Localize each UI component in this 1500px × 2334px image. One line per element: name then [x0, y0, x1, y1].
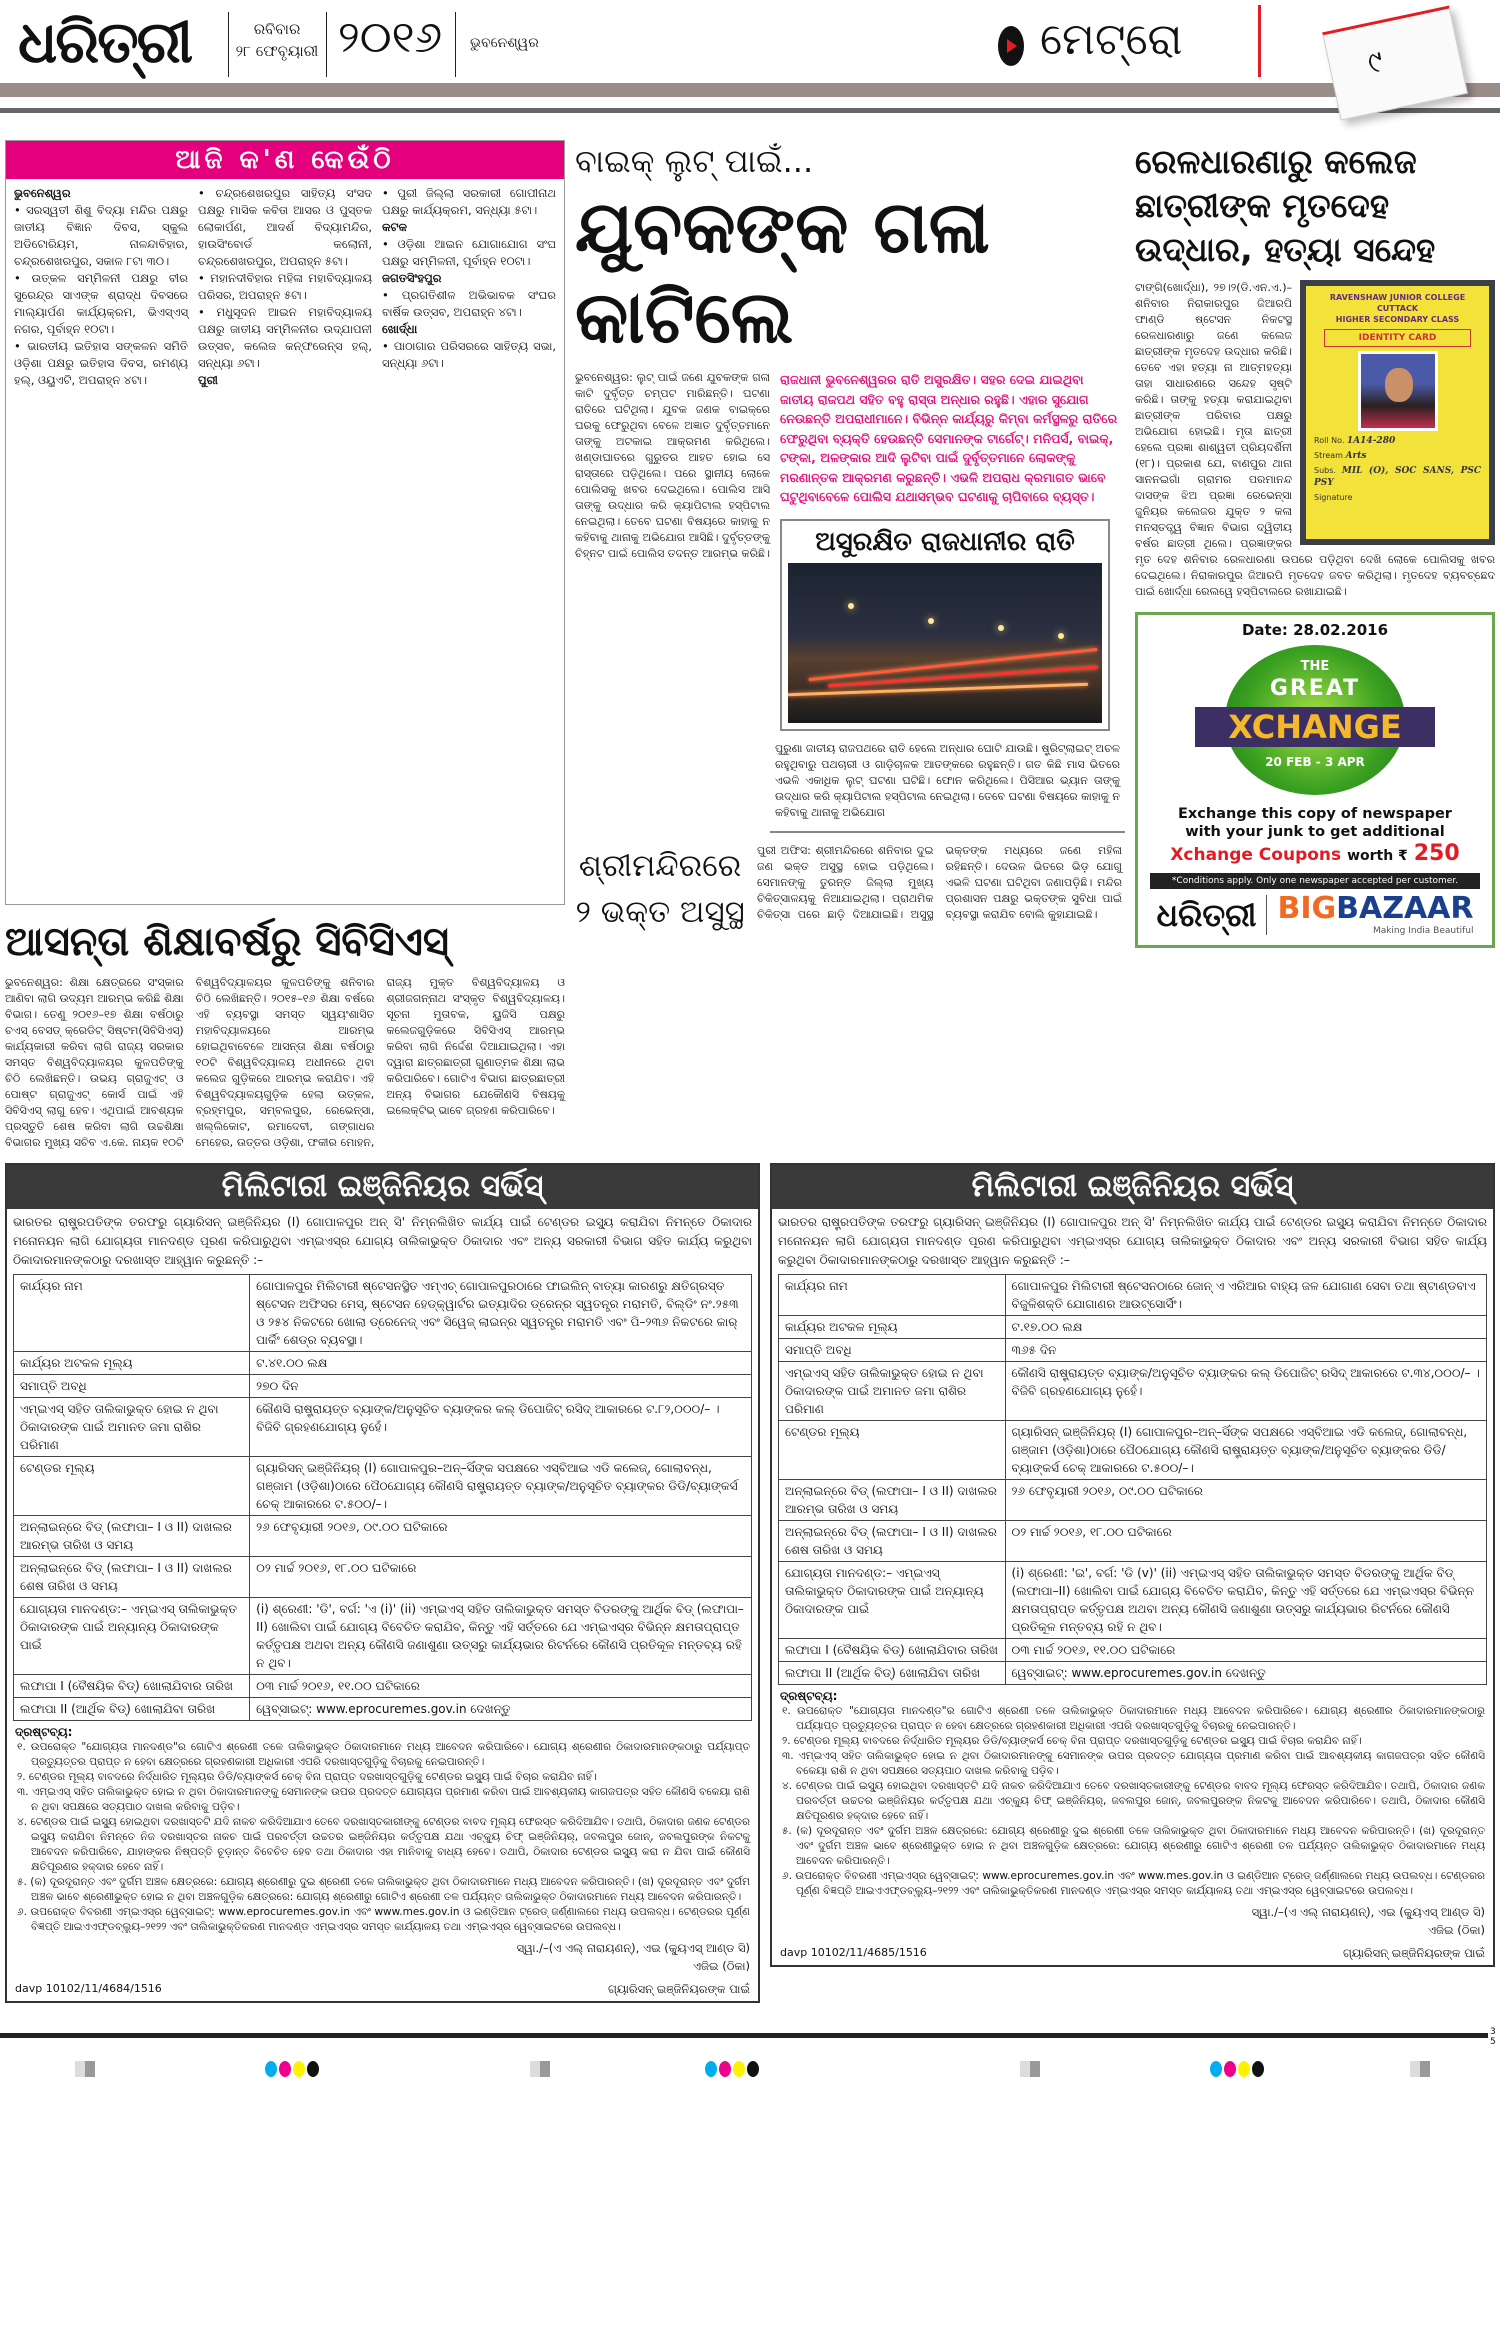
registration-mark	[75, 2061, 95, 2077]
cmyk-mark	[705, 2061, 759, 2077]
table-row	[14, 1516, 752, 1557]
edition-city: ଭୁବନେଶ୍ୱର	[470, 35, 539, 51]
bigbazaar-logo	[1277, 893, 1473, 925]
row-label: ଏମ୍ଇଏସ୍ ସହିତ ତାଲିକାଭୁକ୍ତ ହୋଇ ନ ଥିବା ଠିକାଦାରଙ୍କ ପାଇଁ ଅମାନତ ଜମା ରାଶିର ପରିମାଣ	[14, 1398, 250, 1457]
xchange-badge	[1225, 645, 1405, 795]
brand-bazaar: BAZAAR	[1336, 891, 1474, 926]
signatory-for: ଗ୍ୟାରିସନ୍ ଇଞ୍ଜିନିୟରଙ୍କ ପାଇଁ	[607, 1982, 750, 1996]
id-tag: IDENTITY CARD	[1324, 329, 1471, 347]
davp-code: davp 10102/11/4684/1516	[15, 1982, 162, 1995]
row-label: ଲଫାପା II (ଆର୍ଥିକ ବିଡ୍) ଖୋଲାଯିବା ତାରିଖ	[14, 1698, 250, 1721]
note-item: ୬. ଉପରୋକ୍ତ ବିବରଣୀ ଏମ୍ଇଏସ୍‌ର ୱେବ୍‌ସାଇଟ୍: www.eprocuremes.gov.in ଏବଂ www.mes.gov.in ଓ ଇଣ୍ଡିଆନ ଟ୍ରେଡ୍ ଜର୍ଣ୍ଣାଲରେ ମଧ୍ୟ ଉପଲବ୍ଧ। ଟେଣ୍ଡରର ପୂର୍ଣ୍ଣ ବିଜ୍ଞପ୍ତି ଆଇଏଏଫ୍‌ଡବ୍ଲ୍ୟୁ–୨୧୨୨ ଏବଂ ତାଲିକାଭୁକ୍ତିକରଣ ମାନଦଣ୍ଡ ଏମ୍ଇଏସ୍‌ର ସମସ୍ତ କାର୍ଯ୍ୟାଳୟ ତଥା ଏମ୍ଇଏସ୍‌ର ୱେବ୍‌ସାଇଟରେ ଉପଲବ୍ଧ।	[17, 1906, 750, 1933]
row-value: ଗ୍ୟାରିସନ୍ ଇଞ୍ଜିନିୟର୍ (I) ଗୋପାଳପୁର–ଅନ୍–ସିଁଙ୍କ ସପକ୍ଷରେ ଏସ୍‌ବିଆଇ ଏଡି କଲେଜ୍, ଗୋଲାବନ୍ଧ, ଗଞ୍ଜାମ (ଓଡ଼ିଶା)ଠାରେ ପୈଠଯୋଗ୍ୟ କୌଣସି ରାଷ୍ଟ୍ରାୟତ୍ତ ବ୍ୟାଙ୍କ/ଅନୁସୂଚିତ ବ୍ୟାଙ୍କର ଡିଡି/ବ୍ୟାଙ୍କର୍ସ ଚେକ୍ ଆକାରରେ ଟ.୫୦୦/–।	[1005, 1421, 1486, 1480]
id-stream-label: Stream	[1314, 451, 1343, 460]
event-item: • ଭାରତୀୟ ଇତିହାସ ସଙ୍କଳନ ସମିତି ଓଡ଼ିଶା ପକ୍ଷରୁ ଇତିହାସ ଦିବସ, ରମଣ୍ୟ ହଲ୍, ଓୟୁଏଟି, ଅପରାହ୍ନ ୪ଟା।	[14, 339, 188, 387]
ad-line2: with your junk to get additional	[1185, 824, 1445, 840]
registration-mark	[1410, 2061, 1430, 2077]
photo-title: ଅସୁରକ୍ଷିତ ରାଜଧାନୀର ରାତି	[815, 526, 1075, 557]
row-value: ୱେବ୍‌ସାଇଟ୍: www.eprocuremes.gov.in ଦେଖନ୍ତୁ	[1005, 1662, 1486, 1685]
tender-notice-left	[5, 1163, 760, 2003]
id-roll: 1A14-280	[1346, 436, 1396, 446]
header-band	[0, 83, 1500, 97]
footer	[0, 2023, 1500, 2093]
ad-the: THE	[1300, 659, 1330, 674]
table-row	[779, 1562, 1487, 1639]
tender-intro: ଭାରତର ରାଷ୍ଟ୍ରପତିଙ୍କ ତରଫରୁ ଗ୍ୟାରିସନ୍ ଇଞ୍ଜିନିୟର (I) ଗୋପାଳପୁର ଅନ୍ ସି' ନିମ୍ନଲିଖିତ କାର୍ଯ୍ୟ ପାଇଁ ଟେଣ୍ଡର ଇସ୍ୟୁ କରାଯିବା ନିମନ୍ତେ ଠିକାଦାର ମନୋନୟନ ଲାଗି ଯୋଗ୍ୟତା ମାନଦଣ୍ଡ ପୂରଣ କରିପାରୁଥିବା ଏମ୍ଇଏସ୍‌ର ଯୋଗ୍ୟ ତାଲିକାଭୁକ୍ତ ଠିକାଦାର ଏବଂ ଅନ୍ୟ ସରକାରୀ ବିଭାଗ ସହିତ କାର୍ଯ୍ୟ କରୁଥିବା ଠିକାଦାରମାନଙ୍କଠାରୁ ଦରଖାସ୍ତ ଆହ୍ୱାନ କରୁଛନ୍ତି :–	[778, 1215, 1487, 1267]
photo-box	[780, 519, 1110, 731]
cbse-headline: ଆସନ୍ତା ଶିକ୍ଷାବର୍ଷରୁ ସିବିସିଏସ୍	[5, 919, 449, 965]
row-label: ଟେଣ୍ଡର ମୂଲ୍ୟ	[14, 1457, 250, 1516]
note-item: ୨. ଟେଣ୍ଡର ମୂଲ୍ୟ ବାବଦରେ ନିର୍ଦ୍ଧାରିତ ମୂଲ୍ୟର ଡିଡି/ବ୍ୟାଙ୍କର୍ସ ଚେକ୍ ବିନା ପ୍ରାପ୍ତ ଦରଖାସ୍ତଗୁଡ଼ିକୁ ଟେଣ୍ଡର ଇସ୍ୟୁ ପାଇଁ ବିଚାର କରାଯିବ ନାହିଁ।	[782, 1735, 1362, 1747]
event-city: ଭୁବନେଶ୍ୱର	[14, 186, 71, 200]
table-row	[779, 1275, 1487, 1316]
id-card-photo	[1300, 280, 1495, 545]
ad-great: GREAT	[1269, 676, 1361, 701]
table-row	[779, 1362, 1487, 1421]
row-value: ୩୬୫ ଦିନ	[1005, 1339, 1486, 1362]
tender-intro: ଭାରତର ରାଷ୍ଟ୍ରପତିଙ୍କ ତରଫରୁ ଗ୍ୟାରିସନ୍ ଇଞ୍ଜିନିୟର (I) ଗୋପାଳପୁର ଅନ୍ ସି' ନିମ୍ନଲିଖିତ କାର୍ଯ୍ୟ ପାଇଁ ଟେଣ୍ଡର ଇସ୍ୟୁ କରାଯିବା ନିମନ୍ତେ ଠିକାଦାର ମନୋନୟନ ଲାଗି ଯୋଗ୍ୟତା ମାନଦଣ୍ଡ ପୂରଣ କରିପାରୁଥିବା ଏମ୍ଇଏସ୍‌ର ଯୋଗ୍ୟ ତାଲିକାଭୁକ୍ତ ଠିକାଦାର ଏବଂ ଅନ୍ୟ ସରକାରୀ ବିଭାଗ ସହିତ କାର୍ଯ୍ୟ କରୁଥିବା ଠିକାଦାରମାନଙ୍କଠାରୁ ଦରଖାସ୍ତ ଆହ୍ୱାନ କରୁଛନ୍ତି :–	[13, 1215, 752, 1267]
cbse-story-body: ଭୁବନେଶ୍ୱର: ଶିକ୍ଷା କ୍ଷେତ୍ରରେ ସଂସ୍କାର ଆଣିବା ଲାଗି ଉଦ୍ୟମ ଆରମ୍ଭ କରିଛି ଶିକ୍ଷା ବିଭାଗ। ତେଣୁ ୨୦୧୬–୧୭ ଶିକ୍ଷା ବର୍ଷଠାରୁ ଚଏସ୍ ବେସଡ୍ କ୍ରେଡିଟ୍ ସିଷ୍ଟମ(ସିବିସିଏସ୍) କାର୍ଯ୍ୟକାରୀ କରିବା ଲାଗି ରାଜ୍ୟ ସରକାର ସମସ୍ତ ବିଶ୍ୱବିଦ୍ୟାଳୟର କୁଳପତିଙ୍କୁ ଚିଠି ଲେଖିଛନ୍ତି। ଉଭୟ ଗ୍ରାଜୁଏଟ୍ ଓ ପୋଷ୍ଟ ଗ୍ରାଜୁଏଟ୍ କୋର୍ସ ପାଇଁ ଏହି ସିବିସିଏସ୍ ଲାଗୁ ହେବ। ଏଥିପାଇଁ ଆବଶ୍ୟକ ପ୍ରସ୍ତୁତି ଶେଷ କରିବା ଲାଗି ଉଚ୍ଚଶିକ୍ଷା ବିଭାଗର ମୁଖ୍ୟ ସଚିବ ଏ.କେ. ନାୟକ ୧୦ଟି ବିଶ୍ୱବିଦ୍ୟାଳୟର କୁଳପତିଙ୍କୁ ଶନିବାର ଚିଠି ଲେଖିଛନ୍ତି। ୨୦୧୫–୧୬ ଶିକ୍ଷା ବର୍ଷରେ ଏହି ବ୍ୟବସ୍ଥା ସମସ୍ତ ସ୍ୱୟଂଶାସିତ ମହାବିଦ୍ୟାଳୟରେ ଆରମ୍ଭ ହୋଇଥିବାବେଳେ ଆସନ୍ତା ଶିକ୍ଷା ବର୍ଷଠାରୁ ୧୦ଟି ବିଶ୍ୱବିଦ୍ୟାଳୟ ଅଧୀନରେ ଥିବା କଲେଜ ଗୁଡ଼ିକରେ ଆରମ୍ଭ କରାଯିବ। ଏହି ବିଶ୍ୱବିଦ୍ୟାଳୟଗୁଡ଼ିକ ହେଲା ଉତ୍କଳ, ବ୍ରହ୍ମପୁର, ସମ୍ବଲପୁର, ରେଭେନ୍ସା, ଖଲ୍ଲିକୋଟ, ରମାଦେବୀ, ଗଙ୍ଗାଧର ମେହେର, ଉତ୍ତର ଓଡ଼ିଶା, ଫକୀର ମୋହନ, ରାଜ୍ୟ ମୁକ୍ତ ବିଶ୍ୱବିଦ୍ୟାଳୟ ଓ ଶ୍ରୀଜଗନ୍ନାଥ ସଂସ୍କୃତ ବିଶ୍ୱବିଦ୍ୟାଳୟ। ସୂଚନା ମୁତାବକ, ୟୁଜିସି ପକ୍ଷରୁ କଲେଜଗୁଡ଼ିକରେ ସିବିସିଏସ୍ ଆରମ୍ଭ କରିବା ଲାଗି ନିର୍ଦ୍ଦେଶ ଦିଆଯାଇଥିଲା। ଏହା ଦ୍ୱାରା ଛାତ୍ରଛାତ୍ରୀ ଗୁଣାତ୍ମକ ଶିକ୍ଷା ଲାଭ କରିପାରିବେ। ଗୋଟିଏ ବିଭାଗ ଛାତ୍ରଛାତ୍ରୀ ଅନ୍ୟ ବିଭାଗର ଯେକୌଣସି ବିଷୟକୁ ଇଲେକ୍ଟିଭ୍ ଭାବେ ଗ୍ରହଣ କରିପାରିବେ।	[5, 976, 565, 1149]
note-item: ୪. ଟେଣ୍ଡର ପାଇଁ ଇସ୍ୟୁ ହୋଇଥିବା ଦରଖାସ୍ତଟି ଯଦି ନାକଚ କରିଦିଆଯାଏ ତେବେ ଦରଖାସ୍ତକାରୀଙ୍କୁ ଟେଣ୍ଡର ବାବଦ ମୂଲ୍ୟ ଫେରସ୍ତ କରିଦିଆଯିବ। ତଥାପି, ଠିକାଦାର ଜଣକ ଟେଣ୍ଡର ଇସ୍ୟୁ କରାଯିବା ନିମନ୍ତେ ନିଜ ଦରଖାସ୍ତର ନାକଚ ପାଇଁ ପରବର୍ତ୍ତୀ ଉଚ୍ଚତର ଇଞ୍ଜିନିୟର କର୍ତ୍ତୃପକ୍ଷ ଯଥା ଏଚ୍‌କ୍ୟୁ ଚିଫ୍ ଇଞ୍ଜିନିୟର୍, ଜବଲପୁର ଜୋନ୍, ଜବଲପୁରଙ୍କ ନିକଟକୁ ଆବେଦନ କରିପାରିବେ, ଯାହାଙ୍କର ନିଷ୍ପତ୍ତି ଚୂଡ଼ାନ୍ତ ବିବେଚିତ ହେବ ତଥା ଠିକାଦାର ଏହା ମାନିବାକୁ ବାଧ୍ୟ ହେବେ। ତଥାପି, ଠିକାଦାର ଟେଣ୍ଡର ଇସ୍ୟୁ କରା ନ ଯିବା ପାଇଁ କୌଣସି କ୍ଷତିପୂରଣର ହକ୍‌ଦାର ହେବେ ନାହିଁ।	[17, 1816, 750, 1873]
events-listing	[5, 140, 565, 905]
signatory: ସ୍ୱା./–(ଏ ଏଲ୍ ନାରାୟଣନ୍), ଏଇ (କ୍ୟୁଏସ୍ ଆଣ୍ଡ ସି)	[1251, 1905, 1485, 1919]
table-row	[14, 1557, 752, 1598]
event-item: • ଉତ୍କଳ ସମ୍ମିଳନୀ ପକ୍ଷରୁ ବୀର ସୁରେନ୍ଦ୍ର ସାଏଙ୍କ ଶ୍ରାଦ୍ଧ ଦିବସରେ ମାଲ୍ୟାର୍ପଣ କାର୍ଯ୍ୟକ୍ରମ, ଭିଏସ୍ଏସ୍ ନଗର, ପୂର୍ବାହ୍ନ ୧୦ଟା।	[14, 271, 188, 336]
row-label: ଲଫାପା I (ବୈଷୟିକ ବିଡ୍) ଖୋଲାଯିବାର ତାରିଖ	[14, 1675, 250, 1698]
row-label: ଅନ୍‌ଲାଇନ୍‌ରେ ବିଡ୍ (ଲଫାପା– I ଓ II) ଦାଖଲର ଆରମ୍ଭ ତାରିଖ ଓ ସମୟ	[779, 1480, 1006, 1521]
row-label: କାର୍ଯ୍ୟର ନାମ	[779, 1275, 1006, 1316]
table-row	[14, 1275, 752, 1352]
row-label: ଯୋଗ୍ୟତା ମାନଦଣ୍ଡ:– ଏମ୍ଇଏସ୍ ତାଲିକାଭୁକ୍ତ ଠିକାଦାରଙ୍କ ପାଇଁ ଅନ୍ୟାନ୍ୟ ଠିକାଦାରଙ୍କ ପାଇଁ	[14, 1598, 250, 1675]
note-item: ୫. (କ) ଦୂରଦୂରାନ୍ତ ଏବଂ ଦୁର୍ଗମ ଅଞ୍ଚଳ କ୍ଷେତ୍ରରେ: ଯୋଗ୍ୟ ଶ୍ରେଣୀରୁ ଦୁଇ ଶ୍ରେଣୀ ତଳେ ତାଲିକାଭୁକ୍ତ ଥିବା ଠିକାଦାରମାନେ ମଧ୍ୟ ଆବେଦନ କରିପାରନ୍ତି। (ଖ) ଦୂରଦୂରାନ୍ତ ଏବଂ ଦୁର୍ଗମ ଅଞ୍ଚଳ ଭାବେ ଶ୍ରେଣୀଭୁକ୍ତ ହୋଇ ନ ଥିବା ଅଞ୍ଚଳଗୁଡ଼ିକ କ୍ଷେତ୍ରରେ: ଯୋଗ୍ୟ ଶ୍ରେଣୀରୁ ଗୋଟିଏ ଶ୍ରେଣୀ ତଳ ପର୍ଯ୍ୟନ୍ତ ତାଲିକାଭୁକ୍ତ ଠିକାଦାରମାନେ ମଧ୍ୟ ଆବେଦନ କରିପାରନ୍ତି।	[17, 1876, 750, 1903]
row-label: ଲଫାପା I (ବୈଷୟିକ ବିଡ୍) ଖୋଲାଯିବାର ତାରିଖ	[779, 1639, 1006, 1662]
brand-big: BIG	[1277, 891, 1337, 926]
id-subs-label: Subs.	[1314, 466, 1336, 475]
event-item: • ସରସ୍ୱତୀ ଶିଶୁ ବିଦ୍ୟା ମନ୍ଦିର ପକ୍ଷରୁ ଜାତୀୟ ବିଜ୍ଞାନ ଦିବସ, ସ୍କୁଲ ଅଡିଟୋରିୟମ, ନାଳନ୍ଦାବିହାର, ଚନ୍ଦ୍ରଶେଖରପୁର, ସକାଳ ୮ଟା ୩୦।	[14, 203, 188, 268]
divider	[326, 12, 327, 77]
row-value: ଗ୍ୟାରିସନ୍ ଇଞ୍ଜିନିୟର୍ (I) ଗୋପାଳପୁର–ଅନ୍–ସିଁଙ୍କ ସପକ୍ଷରେ ଏସ୍‌ବିଆଇ ଏଡି କଲେଜ୍, ଗୋଲାବନ୍ଧ, ଗଞ୍ଜାମ (ଓଡ଼ିଶା)ଠାରେ ପୈଠଯୋଗ୍ୟ କୌଣସି ରାଷ୍ଟ୍ରାୟତ୍ତ ବ୍ୟାଙ୍କ/ଅନୁସୂଚିତ ବ୍ୟାଙ୍କର ଡିଡି/ବ୍ୟାଙ୍କର୍ସ ଚେକ୍ ଆକାରରେ ଟ.୫୦୦/–।	[250, 1457, 752, 1516]
night-road-photo	[788, 563, 1102, 723]
cmyk-mark	[1210, 2061, 1264, 2077]
table-row	[779, 1480, 1487, 1521]
advertisement	[1135, 612, 1495, 948]
event-city: ଖୋର୍ଦ୍ଧା	[382, 322, 418, 336]
row-value: କୌଣସି ରାଷ୍ଟ୍ରାୟତ୍ତ ବ୍ୟାଙ୍କ/ଅନୁସୂଚିତ ବ୍ୟାଙ୍କର କଲ୍ ଡିପୋଜିଟ୍ ରସିଦ୍ ଆକାରରେ ଟ.୮୨,୦୦୦/– । ବିଜିବି ଗ୍ରହଣଯୋଗ୍ୟ ନୁହେଁ।	[250, 1398, 752, 1457]
id-stream: Arts	[1345, 451, 1367, 461]
note-item: ୩. ଏମ୍ଇଏସ୍ ସହିତ ତାଲିକାଭୁକ୍ତ ହୋଇ ନ ଥିବା ଠିକାଦାରମାନଙ୍କୁ ସେମାନଙ୍କ ଉପର ପ୍ରଦତ୍ତ ଯୋଗ୍ୟତା ପ୍ରମାଣ କରିବା ପାଇଁ ଆବଶ୍ୟକୀୟ କାଗଜପତ୍ର ସହିତ କୌଣସି ବକେୟା ରାଶି ନ ଥିବା ସପକ୍ଷରେ ସତ୍ୟପାଠ ଦାଖଲ କରିବାକୁ ପଡ଼ିବ।	[17, 1786, 750, 1813]
tender-title: ମିଲିଟାରୀ ଇଞ୍ଜିନିୟର ସର୍ଭିସ୍	[7, 1165, 758, 1209]
right-story-text: ଟାଙ୍ଗି(ଖୋର୍ଦ୍ଧା), ୨୭।୨(ଡି.ଏନ.ଏ.)– ଶନିବାର ନିରାକାରପୁର ଜିଆରପି ଫାଣ୍ଡି ଷ୍ଟେସନ ନିକଟସ୍ଥ ରେଳଧାରଣାରୁ ଜଣେ କଲେଜ ଛାତ୍ରୀଙ୍କ ମୃତଦେହ ଉଦ୍ଧାର କରିଛି। ତେବେ ଏହା ହତ୍ୟା ନା ଆତ୍ମହତ୍ୟା ତାହା ସାଧାରଣରେ ସନ୍ଦେହ ସୃଷ୍ଟି କରିଛି। ତାଙ୍କୁ ହତ୍ୟା କରାଯାଇଥିବା ଛାତ୍ରୀଙ୍କ ପରିବାର ପକ୍ଷରୁ ଅଭିଯୋଗ ହୋଇଛି। ମୃତା ଛାତ୍ରୀ ହେଲେ ପ୍ରଜ୍ଞା ଶାଶ୍ୱତୀ ପ୍ରିୟଦର୍ଶିନୀ (୧୮)। ପ୍ରକାଶ ଯେ, ବାଣପୁର ଥାନା ସାନନଇଗାଁ ଗ୍ରାମର ପରମାନନ୍ଦ ଦାସଙ୍କ ଝିଅ ପ୍ରଜ୍ଞା ରେଭେନ୍ସା ଜୁନିୟର କଲେଜର ଯୁକ୍ତ ୨ କଳା ମନସ୍ତତ୍ତ୍ୱ ବିଜ୍ଞାନ ବିଭାଗ ଦ୍ୱିତୀୟ ବର୍ଷର ଛାତ୍ରୀ ଥିଲେ। ପ୍ରଜ୍ଞାଙ୍କର ମୃତ ଦେହ ଶନିବାର ରେଳଧାରଣା ଉପରେ ପଡ଼ିଥିବା ଦେଖି ଲୋକେ ପୋଲିସକୁ ଖବର ଦେଇଥିଲେ। ନିରାକାରପୁର ଜିଆରପି ମୃତଦେହ ଜବତ କରିଥିଲା। ମୃତଦେହ ବ୍ୟବଚ୍ଛେଦ ପାଇଁ ଖୋର୍ଦ୍ଧା ରେଲୱେ ହସ୍ପିଟାଲରେ ରଖାଯାଇଛି।	[1135, 281, 1495, 598]
row-label: ଏମ୍ଇଏସ୍ ସହିତ ତାଲିକାଭୁକ୍ତ ହୋଇ ନ ଥିବା ଠିକାଦାରଙ୍କ ପାଇଁ ଅମାନତ ଜମା ରାଶିର ପରିମାଣ	[779, 1362, 1006, 1421]
middle-column	[575, 140, 1125, 935]
registration-mark	[1020, 2061, 1040, 2077]
issue-date	[232, 18, 322, 62]
tender-notes	[7, 1721, 758, 1939]
play-icon	[998, 26, 1024, 66]
row-value: ୦୨ ମାର୍ଚ୍ଚ ୨୦୧୬, ୧୮.୦୦ ଘଟିକାରେ	[250, 1557, 752, 1598]
table-row	[779, 1521, 1487, 1562]
note-item: ୩. ଏମ୍ଇଏସ୍ ସହିତ ତାଲିକାଭୁକ୍ତ ହୋଇ ନ ଥିବା ଠିକାଦାରମାନଙ୍କୁ ସେମାନଙ୍କ ଉପର ପ୍ରଦତ୍ତ ଯୋଗ୍ୟତା ପ୍ରମାଣ କରିବା ପାଇଁ ଆବଶ୍ୟକୀୟ କାଗଜପତ୍ର ସହିତ କୌଣସି ବକେୟା ରାଶି ନ ଥିବା ସପକ୍ଷରେ ସତ୍ୟପାଠ ଦାଖଲ କରିବାକୁ ପଡ଼ିବ।	[782, 1750, 1485, 1777]
event-city: କଟକ	[382, 220, 407, 234]
row-label: ଯୋଗ୍ୟତା ମାନଦଣ୍ଡ:– ଏମ୍ଇଏସ୍ ତାଲିକାଭୁକ୍ତ ଠିକାଦାରଙ୍କ ପାଇଁ ଅନ୍ୟାନ୍ୟ ଠିକାଦାରଙ୍କ ପାଇଁ	[779, 1562, 1006, 1639]
id-place: CUTTACK	[1376, 304, 1419, 313]
id-roll-label: Roll No.	[1314, 436, 1345, 445]
row-label: ଅନ୍‌ଲାଇନ୍‌ରେ ବିଡ୍ (ଲଫାପା– I ଓ II) ଦାଖଲର ଶେଷ ତାରିଖ ଓ ସମୟ	[779, 1521, 1006, 1562]
table-row	[14, 1598, 752, 1675]
event-city: ପୁରୀ	[198, 373, 218, 387]
row-value: (i) ଶ୍ରେଣୀ: 'ଡି', ବର୍ଗ: 'ଏ (i)' (ii) ଏମ୍ଇଏସ୍ ସହିତ ତାଲିକାଭୁକ୍ତ ସମସ୍ତ ବିଡରଙ୍କୁ ଆର୍ଥିକ ବିଡ୍ (ଲଫାପା–II) ଖୋଲିବା ପାଇଁ ଯୋଗ୍ୟ ବିବେଚିତ କରାଯିବ, କିନ୍ତୁ ଏହି ସର୍ତ୍ତରେ ଯେ ଏମ୍ଇଏସ୍‌ର ବିଭିନ୍ନ କ୍ଷମତାପ୍ରାପ୍ତ କର୍ତ୍ତୃପକ୍ଷ ଅଥବା ଅନ୍ୟ କୌଣସି ଜଣାଶୁଣା ଉତ୍ସରୁ କାର୍ଯ୍ୟଭାର ରିଟର୍ନରେ କୌଣସି ପ୍ରତିକୂଳ ମନ୍ତବ୍ୟ ରହି ନ ଥିବ।	[250, 1598, 752, 1675]
portrait-photo	[1358, 351, 1438, 431]
row-value: ୨୭୦ ଦିନ	[250, 1375, 752, 1398]
main-story-continued: ପୁରୁଣା ଜାତୀୟ ରାଜପଥରେ ରାତି ହେଲେ ଅନ୍ଧାର ଘୋଟି ଯାଉଛି। ଷ୍ଟ୍ରିଟ୍‌ଲାଇଟ୍ ଅଚଳ ରହୁଥିବାରୁ ପଥଚାରୀ ଓ ଗାଡ଼ିଚାଳକ ଆତଙ୍କରେ ରହୁଛନ୍ତି। ଗତ କିଛି ମାସ ଭିତରେ ଏଭଳି ଏକାଧିକ ଲୁଟ୍ ଘଟଣା ଘଟିଛି। ଫୋନ କରିଥିଲେ। ପିସିଆର ଭ୍ୟାନ ତାଙ୍କୁ ଉଦ୍ଧାର କରି କ୍ୟାପିଟାଲ ହସ୍ପିଟାଲ ନେଇଥିଲା। ତେବେ ଘଟଣା ବିଷୟରେ କାହାକୁ ନ କହିବାକୁ ଥାନାକୁ ଅଭିଯୋଗ	[775, 741, 1120, 819]
page-number: ୯	[1364, 43, 1387, 82]
note-item: ୧. ଉପରୋକ୍ତ "ଯୋଗ୍ୟତା ମାନଦଣ୍ଡ"ର ଗୋଟିଏ ଶ୍ରେଣୀ ତଳେ ତାଲିକାଭୁକ୍ତ ଠିକାଦାରମାନେ ମଧ୍ୟ ଆବେଦନ କରିପାରିବେ। ଯୋଗ୍ୟ ଶ୍ରେଣୀର ଠିକାଦାରମାନଙ୍କଠାରୁ ପର୍ଯ୍ୟାପ୍ତ ପ୍ରତ୍ୟୁତ୍ତର ପ୍ରାପ୍ତ ନ ହେବା କ୍ଷେତ୍ରରେ ଗ୍ରହଣକାରୀ ଅଧିକାରୀ ଏପରି ଦରଖାସ୍ତଗୁଡ଼ିକୁ ବିଚାରକୁ ନେଇପାରନ୍ତି।	[17, 1741, 750, 1768]
event-item: • ପ୍ରଗତିଶୀଳ ଅଭିଭାବକ ସଂଘର ବାର୍ଷିକ ଉତ୍ସବ, ଅପରାହ୍ନ ୪ଟା।	[382, 288, 556, 319]
row-value: ୨୬ ଫେବୃୟାରୀ ୨୦୧୬, ୦୯.୦୦ ଘଟିକାରେ	[1005, 1480, 1486, 1521]
note-item: ୫. (କ) ଦୂରଦୂରାନ୍ତ ଏବଂ ଦୁର୍ଗମ ଅଞ୍ଚଳ କ୍ଷେତ୍ରରେ: ଯୋଗ୍ୟ ଶ୍ରେଣୀରୁ ଦୁଇ ଶ୍ରେଣୀ ତଳେ ତାଲିକାଭୁକ୍ତ ଥିବା ଠିକାଦାରମାନେ ମଧ୍ୟ ଆବେଦନ କରିପାରନ୍ତି। (ଖ) ଦୂରଦୂରାନ୍ତ ଏବଂ ଦୁର୍ଗମ ଅଞ୍ଚଳ ଭାବେ ଶ୍ରେଣୀଭୁକ୍ତ ହୋଇ ନ ଥିବା ଅଞ୍ଚଳଗୁଡ଼ିକ କ୍ଷେତ୍ରରେ: ଯୋଗ୍ୟ ଶ୍ରେଣୀରୁ ଗୋଟିଏ ଶ୍ରେଣୀ ତଳ ପର୍ଯ୍ୟନ୍ତ ତାଲିକାଭୁକ୍ତ ଠିକାଦାରମାନେ ମଧ୍ୟ ଆବେଦନ କରିପାରନ୍ତି।	[782, 1825, 1485, 1867]
row-value: ଟ.୧୭.୦୦ ଲକ୍ଷ	[1005, 1316, 1486, 1339]
row-label: ଅନ୍‌ଲାଇନ୍‌ରେ ବିଡ୍ (ଲଫାପା– I ଓ II) ଦାଖଲର ଶେଷ ତାରିଖ ଓ ସମୟ	[14, 1557, 250, 1598]
issue-day: ରବିବାର	[253, 20, 301, 38]
event-item: • ଓଡ଼ିଶା ଆଇନ ଯୋଗାଯୋଗ ସଂଘ ପକ୍ଷରୁ ସମ୍ମିଳନୀ, ପୂର୍ବାହ୍ନ ୧୦ଟା।	[382, 237, 556, 268]
row-value: ଟ.୪୧.୦୦ ଲକ୍ଷ	[250, 1352, 752, 1375]
tender-notice-right	[770, 1163, 1495, 1967]
ad-conditions: *Conditions apply. Only one newspaper accepted per customer.	[1150, 873, 1480, 889]
row-value: ଗୋପାଳପୁର ମିଲିଟାରୀ ଷ୍ଟେସନଠାରେ ଜୋନ୍ ଏ ଏରିଆର ବାହ୍ୟ ଜଳ ଯୋଗାଣ ସେବା ତଥା ଷ୍ଟାଣ୍ଡବାଏ ବିଜୁଳିଶକ୍ତି ଯୋଗାଣର ଆଉଟ୍‌ସୋର୍ସିଂ।	[1005, 1275, 1486, 1316]
table-row	[779, 1639, 1487, 1662]
id-institution: RAVENSHAW JUNIOR COLLEGE	[1329, 293, 1466, 302]
srimandir-story-body: ପୁରୀ ଅଫିସ: ଶ୍ରୀମନ୍ଦିରରେ ଶନିବାର ଦୁଇ ଜଣ ଭକ୍ତ ଅସୁସ୍ଥ ହୋଇ ପଡ଼ିଥିଲେ। ସେମାନଙ୍କୁ ତୁରନ୍ତ ଜିଲ୍ଲା ମୁଖ୍ୟ ଚିକିତ୍ସାଳୟକୁ ନିଆଯାଇଥିଲା। ପ୍ରାଥମିକ ଚିକିତ୍ସା ପରେ ଛାଡ଼ି ଦିଆଯାଇଛି। ଅସୁସ୍ଥ ଭକ୍ତଙ୍କ ମଧ୍ୟରେ ଜଣେ ମହିଳା ରହିଛନ୍ତି। ଦେଉଳ ଭିତରେ ଭିଡ଼ ଯୋଗୁ ଏଭଳି ଘଟଣା ଘଟିଥିବା ଜଣାପଡ଼ିଛି। ମନ୍ଦିର ପ୍ରଶାସନ ପକ୍ଷରୁ ଭକ୍ତଙ୍କ ସୁବିଧା ପାଇଁ ବ୍ୟବସ୍ଥା କରାଯିବ ବୋଲି କୁହାଯାଇଛି।	[757, 843, 1122, 921]
row-value: ୨୬ ଫେବୃୟାରୀ ୨୦୧୬, ୦୯.୦୦ ଘଟିକାରେ	[250, 1516, 752, 1557]
signatory-for: ଗ୍ୟାରିସନ୍ ଇଞ୍ଜିନିୟରଙ୍କ ପାଇଁ	[1342, 1946, 1485, 1960]
note-item: ୪. ଟେଣ୍ଡର ପାଇଁ ଇସ୍ୟୁ ହୋଇଥିବା ଦରଖାସ୍ତଟି ଯଦି ନାକଚ କରିଦିଆଯାଏ ତେବେ ଦରଖାସ୍ତକାରୀଙ୍କୁ ଟେଣ୍ଡର ବାବଦ ମୂଲ୍ୟ ଫେରସ୍ତ କରିଦିଆଯିବ। ତଥାପି, ଠିକାଦାର ଜଣକ ପରବର୍ତ୍ତୀ ଉଚ୍ଚତର ଇଞ୍ଜିନିୟର କର୍ତ୍ତୃପକ୍ଷ ଯଥା ଏଚ୍‌କ୍ୟୁ ଚିଫ୍ ଇଞ୍ଜିନିୟର୍, ଜବଲପୁର ଜୋନ୍, ଜବଲପୁରଙ୍କ ନିକଟକୁ ଆବେଦନ କରିପାରିବେ। ତଥାପି, ଠିକାଦାର କୌଣସି କ୍ଷତିପୂରଣର ହକ୍‌ଦାର ହେବେ ନାହିଁ।	[782, 1780, 1485, 1822]
ad-xchange: XCHANGE	[1195, 707, 1435, 747]
main-headline: ଯୁବକଙ୍କ ଗଳା କାଟିଲେ	[575, 185, 990, 359]
dharitri-logo: ଧରିତ୍ରୀ	[1157, 895, 1268, 935]
row-label: ଲଫାପା II (ଆର୍ଥିକ ବିଡ୍) ଖୋଲାଯିବା ତାରିଖ	[779, 1662, 1006, 1685]
row-label: କାର୍ଯ୍ୟର ଅଟକଳ ମୂଲ୍ୟ	[779, 1316, 1006, 1339]
table-row	[779, 1316, 1487, 1339]
divider	[1258, 5, 1261, 77]
signatory: ସ୍ୱା./–(ଏ ଏଲ୍ ନାରାୟଣନ୍), ଏଇ (କ୍ୟୁଏସ୍ ଆଣ୍ଡ ସି)	[516, 1941, 750, 1955]
row-value: ୦୩ ମାର୍ଚ୍ଚ ୨୦୧୬, ୧୧.୦୦ ଘଟିକାରେ	[250, 1675, 752, 1698]
row-label: ଅନ୍‌ଲାଇନ୍‌ରେ ବିଡ୍ (ଲଫାପା– I ଓ II) ଦାଖଲର ଆରମ୍ଭ ତାରିଖ ଓ ସମୟ	[14, 1516, 250, 1557]
row-value: ୱେବ୍‌ସାଇଟ୍: www.eprocuremes.gov.in ଦେଖନ୍ତୁ	[250, 1698, 752, 1721]
events-body	[6, 179, 564, 395]
id-class: HIGHER SECONDARY CLASS	[1335, 315, 1460, 324]
divider	[228, 12, 229, 77]
row-label: ସମାପ୍ତି ଅବଧି	[14, 1375, 250, 1398]
tender-title: ମିଲିଟାରୀ ଇଞ୍ଜିନିୟର ସର୍ଭିସ୍	[772, 1165, 1493, 1209]
divider	[455, 12, 456, 77]
registration-mark	[530, 2061, 550, 2077]
tender-section	[0, 1151, 1500, 2003]
row-value: ୦୩ ମାର୍ଚ୍ଚ ୨୦୧୬, ୧୧.୦୦ ଘଟିକାରେ	[1005, 1639, 1486, 1662]
row-label: ସମାପ୍ତି ଅବଧି	[779, 1339, 1006, 1362]
table-row	[14, 1398, 752, 1457]
masthead-logo: ଧରିତ୍ରୀ	[18, 8, 192, 76]
id-subs: MIL (O), SOC SANS, PSC PSY	[1314, 466, 1481, 488]
events-title: ଆଜି କ'ଣ କେଉଁଠି	[6, 141, 564, 179]
signatory-title: ଏଜିଇ (ଠିକା)	[692, 1959, 750, 1973]
signatory-title: ଏଜିଇ (ଠିକା)	[1427, 1923, 1485, 1937]
event-city: ଜଗତସିଂହପୁର	[382, 271, 442, 285]
ad-coupons: Xchange Coupons	[1170, 845, 1342, 865]
cmyk-mark	[265, 2061, 319, 2077]
header-rule	[0, 108, 1500, 113]
signature-block	[772, 1903, 1493, 1939]
table-row	[14, 1375, 752, 1398]
row-label: ଟେଣ୍ଡର ମୂଲ୍ୟ	[779, 1421, 1006, 1480]
top-section	[0, 135, 1500, 1151]
table-row	[14, 1675, 752, 1698]
right-column	[1135, 140, 1495, 948]
note-item: ୨. ଟେଣ୍ଡର ମୂଲ୍ୟ ବାବଦରେ ନିର୍ଦ୍ଧାରିତ ମୂଲ୍ୟର ଡିଡି/ବ୍ୟାଙ୍କର୍ସ ଚେକ୍ ବିନା ପ୍ରାପ୍ତ ଦରଖାସ୍ତଗୁଡ଼ିକୁ ଟେଣ୍ଡର ଇସ୍ୟୁ ପାଇଁ ବିଚାର କରାଯିବ ନାହିଁ।	[17, 1771, 597, 1783]
row-label: କାର୍ଯ୍ୟର ନାମ	[14, 1275, 250, 1352]
row-label: କାର୍ଯ୍ୟର ଅଟକଳ ମୂଲ୍ୟ	[14, 1352, 250, 1375]
row-value: ୦୨ ମାର୍ଚ୍ଚ ୨୦୧୬, ୧୮.୦୦ ଘଟିକାରେ	[1005, 1521, 1486, 1562]
note-item: ୧. ଉପରୋକ୍ତ "ଯୋଗ୍ୟତା ମାନଦଣ୍ଡ"ର ଗୋଟିଏ ଶ୍ରେଣୀ ତଳେ ତାଲିକାଭୁକ୍ତ ଠିକାଦାରମାନେ ମଧ୍ୟ ଆବେଦନ କରିପାରିବେ। ଯୋଗ୍ୟ ଶ୍ରେଣୀର ଠିକାଦାରମାନଙ୍କଠାରୁ ପର୍ଯ୍ୟାପ୍ତ ପ୍ରତ୍ୟୁତ୍ତର ପ୍ରାପ୍ତ ନ ହେବା କ୍ଷେତ୍ରରେ ଗ୍ରହଣକାରୀ ଅଧିକାରୀ ଏପରି ଦରଖାସ୍ତଗୁଡ଼ିକୁ ବିଚାରକୁ ନେଇପାରନ୍ତି।	[782, 1705, 1485, 1732]
divider	[770, 831, 1125, 833]
ad-date: Date: 28.02.2016	[1241, 621, 1389, 639]
ad-worth: worth ₹	[1347, 848, 1408, 864]
footer-rule	[0, 2033, 1488, 2038]
masthead	[0, 0, 1500, 135]
tender-notes	[772, 1685, 1493, 1903]
tender-table	[778, 1274, 1487, 1685]
signature-block	[7, 1939, 758, 1975]
main-kicker: ବାଇକ୍ ଲୁଟ୍ ପାଇଁ...	[575, 142, 814, 180]
section-name: ମେଟ୍ରୋ	[1040, 14, 1183, 65]
notes-title: ଦ୍ରଷ୍ଟବ୍ୟ:	[15, 1725, 73, 1739]
row-value: ଗୋପାଳପୁର ମିଲିଟାରୀ ଷ୍ଟେସନସ୍ଥିତ ଏମ୍ଏଚ୍ ଗୋପାଳପୁରଠାରେ ଫାଇଲିନ୍ ବାତ୍ୟା କାରଣରୁ କ୍ଷତିଗ୍ରସ୍ତ ଷ୍ଟେସନ ଅଫିସର ମେସ୍, ଷ୍ଟେସନ ହେଡ୍‌କ୍ୱାର୍ଟର ଇତ୍ୟାଦିର ଡ୍ରେନ୍‌ର ସ୍ୱତନ୍ତ୍ର ମରାମତି, ବିଲ୍ଡିଂ ନଂ.୨୫୩ ଓ ୨୫୪ ନିକଟରେ ଖୋଲା ଡ୍ରେନେଜ୍ ଏବଂ ସିୱେଜ୍ ଲାଇନ୍‌ର ସ୍ୱତନ୍ତ୍ର ମରାମତି ଏବଂ ପି–୨୩୬ ନିକଟରେ କାର୍ ପାର୍କିଂ ଶେଡ୍‌ର ବ୍ୟବସ୍ଥା।	[250, 1275, 752, 1352]
event-item: • ପୁରୀ ଜିଲ୍ଲା ସରକାରୀ ଗୋପୀନାଥ ପକ୍ଷରୁ କାର୍ଯ୍ୟକ୍ରମ, ସନ୍ଧ୍ୟା ୫ଟା।	[382, 186, 556, 217]
issue-year: ୨୦୧୬	[337, 12, 443, 63]
srimandir-headline: ଶ୍ରୀମନ୍ଦିରରେ ୨ ଭକ୍ତ ଅସୁସ୍ଥ	[575, 847, 745, 930]
ad-dates: 20 FEB - 3 APR	[1265, 755, 1365, 769]
right-headline: ରେଳଧାରଣାରୁ କଲେଜ ଛାତ୍ରୀଙ୍କ ମୃତଦେହ ଉଦ୍ଧାର, ହତ୍ୟା ସନ୍ଦେହ	[1135, 142, 1436, 269]
id-signature-label: Signature	[1314, 493, 1353, 502]
ad-line1: Exchange this copy of newspaper	[1178, 806, 1452, 822]
main-story-body: ଭୁବନେଶ୍ୱର: ଲୁଟ୍ ପାଇଁ ଜଣେ ଯୁବକଙ୍କ ଗଳା କାଟି ଦୁର୍ବୃତ୍ତ ଚମ୍ପଟ ମାରିଛନ୍ତି। ଘଟଣା ରାତିରେ ଘଟିଥିଲା। ଯୁବକ ଜଣକ ବାଇକ୍‌ରେ ଘରକୁ ଫେରୁଥିବା ବେଳେ ଅଜ୍ଞାତ ଦୁର୍ବୃତ୍ତମାନେ ତାଙ୍କୁ ଅଟକାଇ ଆକ୍ରମଣ କରିଥିଲେ। ଖଣ୍ଡାଘାତରେ ଗୁରୁତର ଆହତ ହୋଇ ସେ ରାସ୍ତାରେ ପଡ଼ିଥିଲେ। ପରେ ସ୍ଥାନୀୟ ଲୋକେ ପୋଲିସକୁ ଖବର ଦେଇଥିଲେ। ପୋଲିସ ଆସି ତାଙ୍କୁ ଉଦ୍ଧାର କରି କ୍ୟାପିଟାଲ ହସ୍ପିଟାଲ ନେଇଥିଲା। ତେବେ ଘଟଣା ବିଷୟରେ କାହାକୁ ନ କହିବାକୁ ଥାନାକୁ ଅଭିଯୋଗ ଆସିଛି। ଦୁର୍ବୃତ୍ତଙ୍କୁ ଚିହ୍ନଟ ପାଇଁ ପୋଲିସ ତଦନ୍ତ ଆରମ୍ଭ କରିଛି।	[575, 371, 770, 560]
left-column	[5, 140, 565, 1151]
page-corner-icon	[1322, 5, 1468, 120]
brand-tagline: Making India Beautiful	[1372, 926, 1474, 936]
table-row	[14, 1352, 752, 1375]
table-row	[779, 1339, 1487, 1362]
issue-day-date: ୨୮ ଫେବୃୟାରୀ	[235, 42, 319, 60]
row-value: (i) ଶ୍ରେଣୀ: 'ଇ', ବର୍ଗ: 'ଡି (v)' (ii) ଏମ୍ଇଏସ୍ ସହିତ ତାଲିକାଭୁକ୍ତ ସମସ୍ତ ବିଡରଙ୍କୁ ଆର୍ଥିକ ବିଡ୍ (ଲଫାପା–II) ଖୋଲିବା ପାଇଁ ଯୋଗ୍ୟ ବିବେଚିତ କରାଯିବ, କିନ୍ତୁ ଏହି ସର୍ତ୍ତରେ ଯେ ଏମ୍ଇଏସ୍‌ର ବିଭିନ୍ନ କ୍ଷମତାପ୍ରାପ୍ତ କର୍ତ୍ତୃପକ୍ଷ ଅଥବା ଅନ୍ୟ କୌଣସି ଜଣାଶୁଣା ଉତ୍ସରୁ କାର୍ଯ୍ୟଭାର ରିଟର୍ନରେ କୌଣସି ପ୍ରତିକୂଳ ମନ୍ତବ୍ୟ ରହି ନ ଥିବ।	[1005, 1562, 1486, 1639]
notes-title: ଦ୍ରଷ୍ଟବ୍ୟ:	[780, 1689, 838, 1703]
event-item: • ମହାନଦୀବିହାର ମହିଳା ମହାବିଦ୍ୟାଳୟ ପରିସର, ଅପରାହ୍ନ ୫ଟା।	[198, 271, 372, 302]
right-story-body	[1135, 280, 1495, 600]
tender-table	[13, 1274, 752, 1721]
main-story-lead: ରାଜଧାନୀ ଭୁବନେଶ୍ୱରର ରାତି ଅସୁରକ୍ଷିତ। ସହର ଦେଇ ଯାଇଥିବା ଜାତୀୟ ରାଜପଥ ସହିତ ବହୁ ରାସ୍ତା ଅନ୍ଧାର ରହୁଛି। ଏହାର ସୁଯୋଗ ନେଉଛନ୍ତି ଅପରାଧୀମାନେ। ବିଭିନ୍ନ କାର୍ଯ୍ୟରୁ କିମ୍ବା କର୍ମସ୍ଥଳରୁ ରାତିରେ ଫେରୁଥିବା ବ୍ୟକ୍ତି ହେଉଛନ୍ତି ସେମାନଙ୍କ ଟାର୍ଗେଟ୍। ମନିପର୍ସ, ବାଇକ୍, ଟଙ୍କା, ଅଳଙ୍କାର ଆଦି ଲୁଟିବା ପାଇଁ ଦୁର୍ବୃତ୍ତମାନେ ଲୋକଙ୍କୁ ମରଣାନ୍ତକ ଆକ୍ରମଣ କରୁଛନ୍ତି। ଏଭଳି ଅପରାଧ କ୍ରମାଗତ ଭାବେ ଘଟୁଥିବାବେଳେ ପୋଲିସ ଯଥାସମ୍ଭବ ଘଟଣାକୁ ଚାପିବାରେ ବ୍ୟସ୍ତ।	[780, 372, 1118, 504]
table-row	[779, 1662, 1487, 1685]
table-row	[14, 1698, 752, 1721]
event-item: • ମଧୁସୂଦନ ଆଇନ ମହାବିଦ୍ୟାଳୟ ପକ୍ଷରୁ ଜାତୀୟ ସମ୍ମିଳନୀର ଉଦ୍‌ଯାପନୀ ଉତ୍ସବ, କଲେଜ କନ୍‌ଫରେନ୍ସ ହଲ୍, ସନ୍ଧ୍ୟା ୬ଟା।	[198, 305, 372, 370]
event-item: • ପାଠାଗାର ପରିସରରେ ସାହିତ୍ୟ ସଭା, ସନ୍ଧ୍ୟା ୬ଟା।	[382, 339, 556, 370]
event-item: • ଚନ୍ଦ୍ରଶେଖରପୁର ସାହିତ୍ୟ ସଂସଦ ପକ୍ଷରୁ ମାସିକ କବିତା ଆସର ଓ ପୁସ୍ତକ ଲୋକାର୍ପଣ, ଆଦର୍ଶ ବିଦ୍ୟାମନ୍ଦିର, ହାଉସିଂବୋର୍ଡ କଲୋନୀ, ଚନ୍ଦ୍ରଶେଖରପୁର, ଅପରାହ୍ନ ୫ଟା।	[198, 186, 372, 268]
folio-number: 35	[1490, 2027, 1496, 2047]
row-value: କୌଣସି ରାଷ୍ଟ୍ରାୟତ୍ତ ବ୍ୟାଙ୍କ/ଅନୁସୂଚିତ ବ୍ୟାଙ୍କର କଲ୍ ଡିପୋଜିଟ୍ ରସିଦ୍ ଆକାରରେ ଟ.୩୪,୦୦୦/– । ବିଜିବି ଗ୍ରହଣଯୋଗ୍ୟ ନୁହେଁ।	[1005, 1362, 1486, 1421]
note-item: ୬. ଉପରୋକ୍ତ ବିବରଣୀ ଏମ୍ଇଏସ୍‌ର ୱେବ୍‌ସାଇଟ୍: www.eprocuremes.gov.in ଏବଂ www.mes.gov.in ଓ ଇଣ୍ଡିଆନ ଟ୍ରେଡ୍ ଜର୍ଣ୍ଣାଲରେ ମଧ୍ୟ ଉପଲବ୍ଧ। ଟେଣ୍ଡରର ପୂର୍ଣ୍ଣ ବିଜ୍ଞପ୍ତି ଆଇଏଏଫ୍‌ଡବ୍ଲ୍ୟୁ–୨୧୨୨ ଏବଂ ତାଲିକାଭୁକ୍ତିକରଣ ମାନଦଣ୍ଡ ଏମ୍ଇଏସ୍‌ର ସମସ୍ତ କାର୍ଯ୍ୟାଳୟ ତଥା ଏମ୍ଇଏସ୍‌ର ୱେବ୍‌ସାଇଟରେ ଉପଲବ୍ଧ।	[782, 1870, 1485, 1897]
table-row	[779, 1421, 1487, 1480]
table-row	[14, 1457, 752, 1516]
davp-code: davp 10102/11/4685/1516	[780, 1946, 927, 1959]
ad-amount: 250	[1413, 841, 1460, 866]
